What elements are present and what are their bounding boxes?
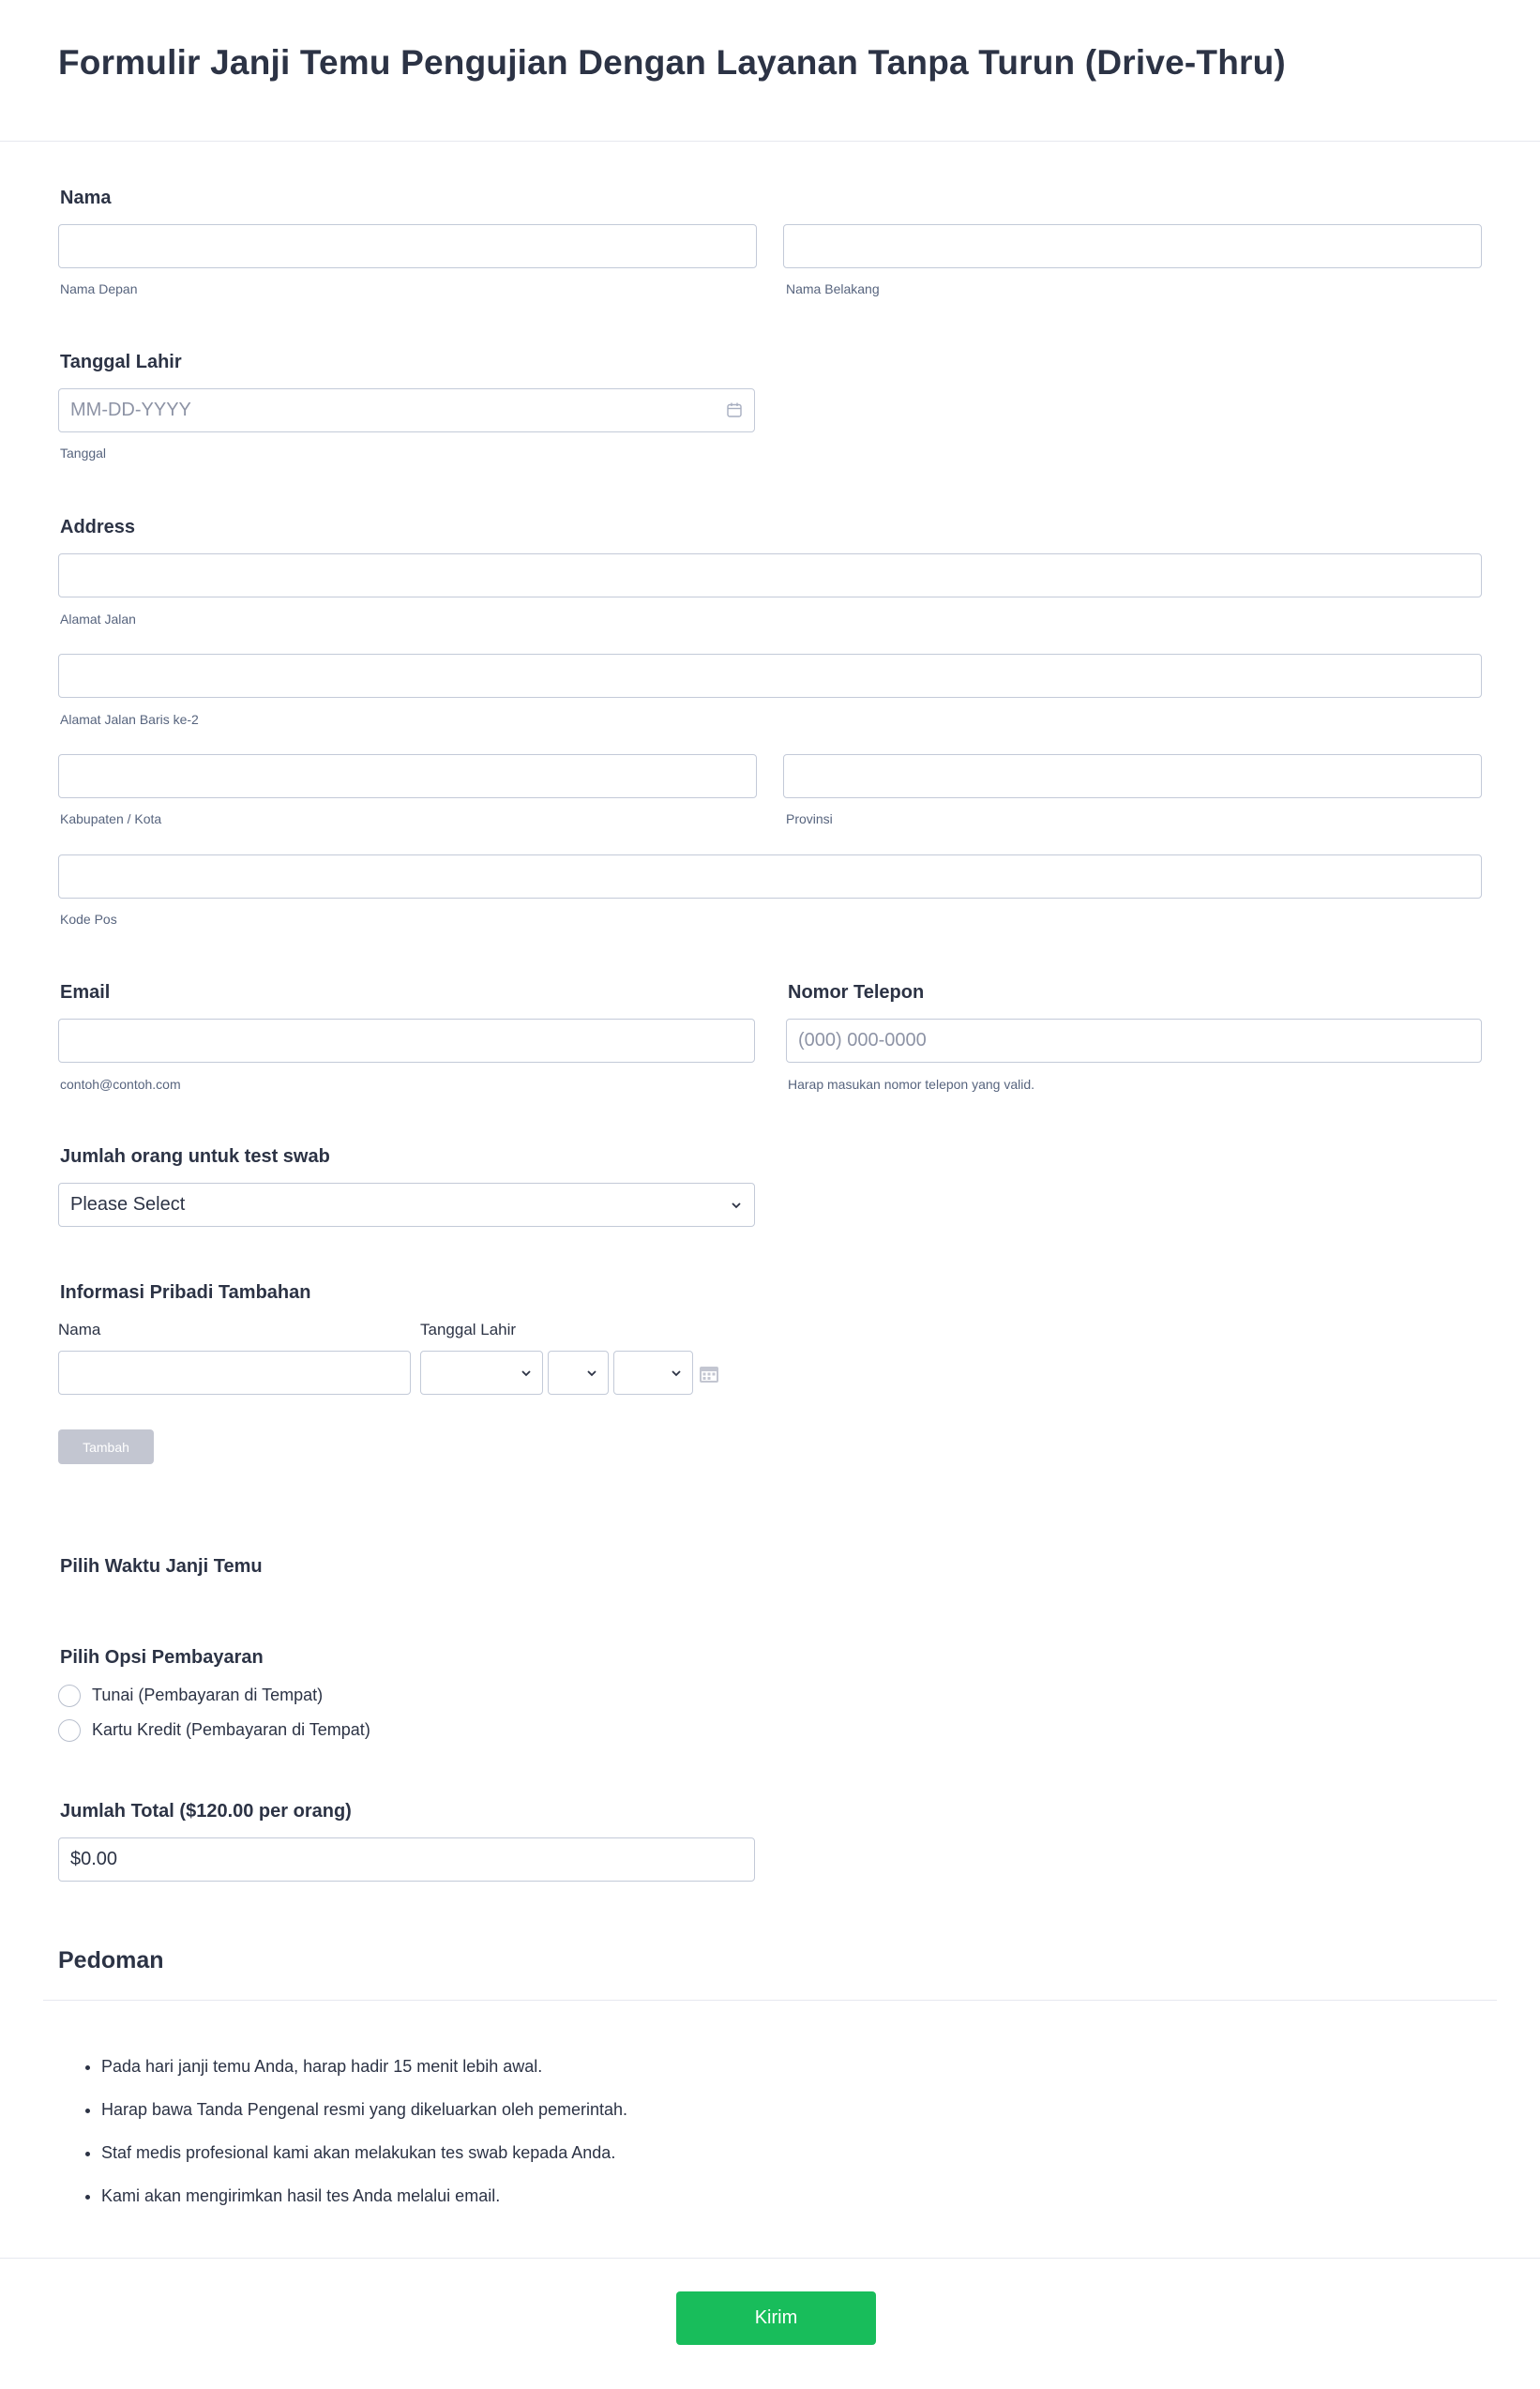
- calendar-icon[interactable]: [699, 1364, 719, 1384]
- street2-input[interactable]: [58, 654, 1482, 698]
- city-input[interactable]: [58, 754, 757, 798]
- submit-button[interactable]: Kirim: [676, 2291, 876, 2345]
- total-label: Jumlah Total ($120.00 per orang): [60, 1801, 352, 1822]
- phone-sublabel: Harap masukan nomor telepon yang valid.: [788, 1077, 1035, 1092]
- footer-divider: [0, 2258, 1540, 2259]
- street2-sublabel: Alamat Jalan Baris ke-2: [60, 712, 199, 727]
- last-name-sublabel: Nama Belakang: [786, 281, 880, 296]
- birthdate-sublabel: Tanggal: [60, 446, 107, 461]
- payment-cash-radio[interactable]: [58, 1685, 81, 1707]
- chevron-down-icon: [520, 1367, 533, 1380]
- total-input[interactable]: [58, 1837, 755, 1882]
- guidelines-list: [58, 2050, 945, 2223]
- birthdate-label: Tanggal Lahir: [60, 352, 182, 372]
- list-item: • Kami akan mengirimkan hasil tes Anda melalui email.: [101, 2180, 945, 2223]
- additional-day-select[interactable]: [548, 1351, 609, 1395]
- city-sublabel: Kabupaten / Kota: [60, 811, 162, 826]
- list-item: • Pada hari janji temu Anda, harap hadir 15 menit lebih awal.: [101, 2050, 945, 2094]
- first-name-sublabel: Nama Depan: [60, 281, 138, 296]
- first-name-input[interactable]: [58, 224, 757, 268]
- email-sublabel: contoh@contoh.com: [60, 1077, 181, 1092]
- additional-name-input[interactable]: [58, 1351, 411, 1395]
- email-label: Email: [60, 982, 111, 1003]
- additional-name-column: Nama: [58, 1321, 101, 1338]
- calendar-icon[interactable]: [726, 401, 743, 418]
- additional-month-select[interactable]: [420, 1351, 543, 1395]
- additional-year-select[interactable]: [613, 1351, 693, 1395]
- payment-cash-label[interactable]: Tunai (Pembayaran di Tempat): [92, 1686, 324, 1704]
- zip-input[interactable]: [58, 854, 1482, 899]
- birthdate-placeholder: MM-DD-YYYY: [70, 400, 191, 420]
- appointment-label: Pilih Waktu Janji Temu: [60, 1556, 263, 1577]
- address-label: Address: [60, 517, 136, 537]
- additional-info-label: Informasi Pribadi Tambahan: [60, 1282, 311, 1303]
- phone-input[interactable]: [786, 1019, 1482, 1063]
- payment-label: Pilih Opsi Pembayaran: [60, 1647, 264, 1668]
- chevron-down-icon: [670, 1367, 683, 1380]
- list-item: • Staf medis profesional kami akan melakukan tes swab kepada Anda.: [101, 2137, 945, 2180]
- last-name-input[interactable]: [783, 224, 1482, 268]
- zip-sublabel: Kode Pos: [60, 912, 117, 927]
- street-input[interactable]: [58, 553, 1482, 597]
- form-header: [0, 0, 1540, 142]
- name-label: Nama: [60, 188, 112, 208]
- birthdate-input[interactable]: [58, 388, 755, 432]
- people-count-select[interactable]: [58, 1183, 755, 1227]
- chevron-down-icon: [585, 1367, 598, 1380]
- people-count-label: Jumlah orang untuk test swab: [60, 1146, 330, 1167]
- form-title: Formulir Janji Temu Pengujian Dengan Layanan Tanpa Turun (Drive-Thru): [58, 43, 1286, 82]
- guidelines-divider: [43, 2000, 1497, 2001]
- province-input[interactable]: [783, 754, 1482, 798]
- total-value: $0.00: [70, 1849, 118, 1869]
- payment-card-label[interactable]: Kartu Kredit (Pembayaran di Tempat): [92, 1720, 370, 1739]
- list-item: • Harap bawa Tanda Pengenal resmi yang dikeluarkan oleh pemerintah.: [101, 2094, 945, 2137]
- additional-birthdate-column: Tanggal Lahir: [420, 1321, 517, 1338]
- guidelines-title: Pedoman: [58, 1947, 164, 1973]
- street-sublabel: Alamat Jalan: [60, 612, 136, 627]
- chevron-down-icon: [730, 1199, 743, 1212]
- payment-card-radio[interactable]: [58, 1719, 81, 1742]
- email-input[interactable]: [58, 1019, 755, 1063]
- people-count-value: Please Select: [70, 1194, 186, 1215]
- add-button[interactable]: Tambah: [58, 1429, 154, 1464]
- phone-label: Nomor Telepon: [788, 982, 925, 1003]
- province-sublabel: Provinsi: [786, 811, 833, 826]
- phone-placeholder: (000) 000-0000: [798, 1030, 927, 1051]
